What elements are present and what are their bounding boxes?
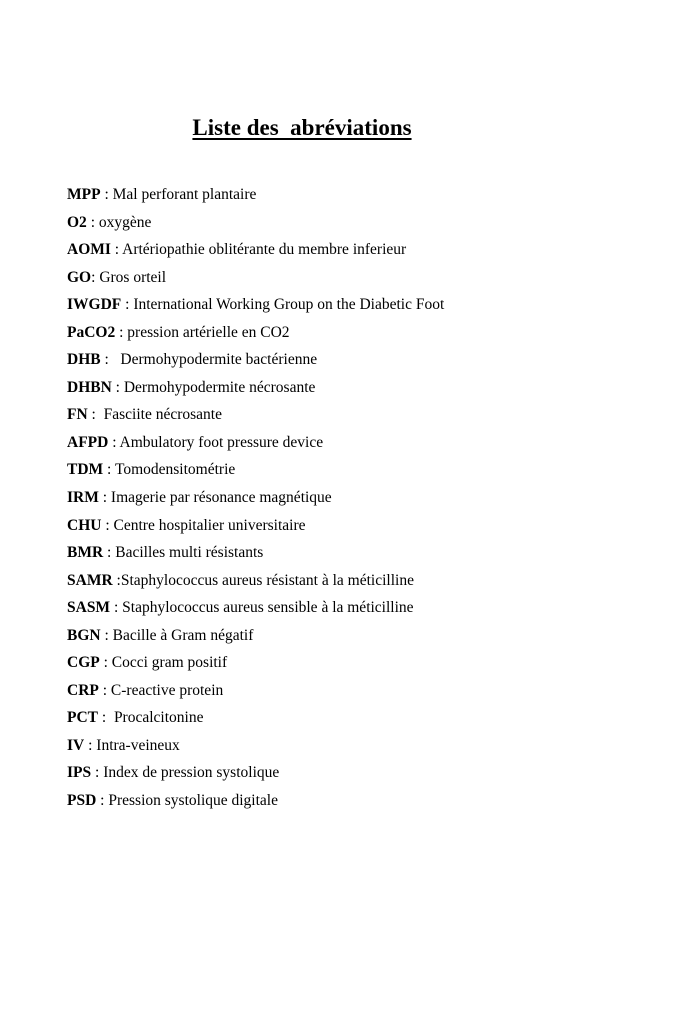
abbreviation-term: IPS: [67, 764, 92, 782]
abbreviation-item: [67, 542, 444, 570]
abbreviation-item: [67, 707, 444, 735]
separator: :: [100, 186, 113, 203]
abbreviation-term: DHB: [67, 351, 101, 369]
separator: :: [98, 489, 111, 507]
abbreviation-item: [67, 790, 444, 818]
abbreviation-item: [67, 294, 444, 322]
abbreviation-item: [67, 680, 444, 708]
separator: :: [91, 268, 100, 286]
separator: :: [111, 378, 124, 396]
abbreviation-term: GO: [67, 268, 92, 286]
abbreviation-term: TDM: [67, 461, 104, 479]
abbreviation-term: AFPD: [67, 433, 109, 451]
abbreviation-definition: Dermohypodermite nécrosante: [123, 378, 316, 396]
abbreviation-term: PSD: [67, 792, 97, 810]
separator: :: [91, 764, 104, 782]
abbreviation-item: [67, 377, 444, 405]
abbreviation-item: [67, 459, 444, 487]
abbreviation-definition: Procalcitonine: [113, 709, 204, 727]
separator: :: [121, 296, 134, 314]
separator: :: [99, 654, 112, 672]
separator: :: [100, 351, 121, 369]
abbreviation-item: [67, 322, 444, 350]
abbreviation-definition: Cocci gram positif: [111, 654, 228, 672]
abbreviation-term: CHU: [67, 516, 102, 534]
abbreviation-item: [67, 349, 444, 377]
separator: :: [96, 792, 109, 810]
abbreviation-definition: Artériopathie oblitérante du membre inferieur: [122, 241, 407, 259]
abbreviation-term: MPP: [67, 186, 101, 203]
abbreviation-term: PCT: [67, 709, 98, 727]
separator: :: [110, 241, 123, 259]
separator: :: [101, 516, 114, 534]
abbreviation-item: [67, 735, 444, 763]
separator: :: [103, 461, 115, 479]
abbreviation-item: [67, 239, 444, 267]
abbreviation-term: IRM: [67, 489, 99, 507]
separator: :: [108, 433, 120, 451]
abbreviation-definition: pression artérielle en CO2: [127, 323, 290, 341]
abbreviation-term: IV: [67, 736, 85, 754]
abbreviation-term: AOMI: [67, 241, 111, 259]
abbreviation-definition: C-reactive protein: [110, 681, 224, 699]
abbreviation-term: BGN: [67, 626, 101, 644]
separator: :: [87, 406, 104, 424]
abbreviation-term: DHBN: [67, 378, 112, 396]
separator: :: [110, 599, 123, 617]
abbreviation-definition: Imagerie par résonance magnétique: [110, 489, 332, 507]
separator: :: [112, 571, 121, 589]
abbreviation-item: [67, 597, 444, 625]
abbreviation-definition: Fasciite nécrosante: [103, 406, 222, 424]
abbreviation-term: PaCO2: [67, 323, 116, 341]
abbreviation-item: [67, 487, 444, 515]
abbreviation-item: [67, 212, 444, 240]
abbreviation-definition: Centre hospitalier universitaire: [113, 516, 306, 534]
abbreviation-item: [67, 652, 444, 680]
separator: :: [98, 709, 114, 727]
abbreviation-definition: Dermohypodermite bactérienne: [120, 351, 318, 369]
separator: :: [103, 544, 116, 562]
abbreviation-definition: Index de pression systolique: [103, 764, 280, 782]
abbreviation-definition: Bacilles multi résistants: [115, 544, 264, 562]
abbreviation-term: FN: [67, 406, 88, 424]
abbreviation-list: [67, 184, 444, 818]
abbreviation-definition: Pression systolique digitale: [108, 792, 278, 810]
abbreviation-definition: Staphylococcus aureus sensible à la méticilline: [122, 599, 414, 617]
abbreviation-term: SASM: [67, 599, 111, 617]
abbreviation-definition: International Working Group on the Diabetic Foot: [133, 296, 445, 314]
abbreviation-item: [67, 762, 444, 790]
abbreviation-item: [67, 404, 444, 432]
abbreviation-definition: Ambulatory foot pressure device: [119, 433, 324, 451]
abbreviation-item: [67, 515, 444, 543]
abbreviation-term: CGP: [67, 654, 100, 672]
separator: :: [86, 213, 99, 231]
separator: :: [100, 626, 113, 644]
page-title: Liste des abréviations: [192, 115, 412, 140]
abbreviation-term: BMR: [67, 544, 104, 562]
separator: :: [98, 681, 111, 699]
abbreviation-definition: Tomodensitométrie: [114, 461, 236, 479]
abbreviation-term: IWGDF: [67, 296, 122, 314]
abbreviation-definition: Mal perforant plantaire: [112, 186, 257, 203]
abbreviation-definition: Gros orteil: [99, 268, 167, 286]
abbreviation-term: CRP: [67, 681, 99, 699]
abbreviation-definition: oxygène: [98, 213, 152, 231]
abbreviation-item: [67, 625, 444, 653]
abbreviation-item: [67, 184, 444, 212]
separator: :: [84, 736, 97, 754]
abbreviation-term: O2: [67, 213, 87, 231]
abbreviation-item: [67, 432, 444, 460]
abbreviation-item: [67, 570, 444, 598]
abbreviation-definition: Staphylococcus aureus résistant à la méticilline: [120, 571, 414, 589]
abbreviation-item: [67, 267, 444, 295]
abbreviation-term: SAMR: [67, 571, 113, 589]
separator: :: [115, 323, 128, 341]
abbreviation-definition: Intra-veineux: [96, 736, 180, 754]
abbreviation-definition: Bacille à Gram négatif: [112, 626, 254, 644]
